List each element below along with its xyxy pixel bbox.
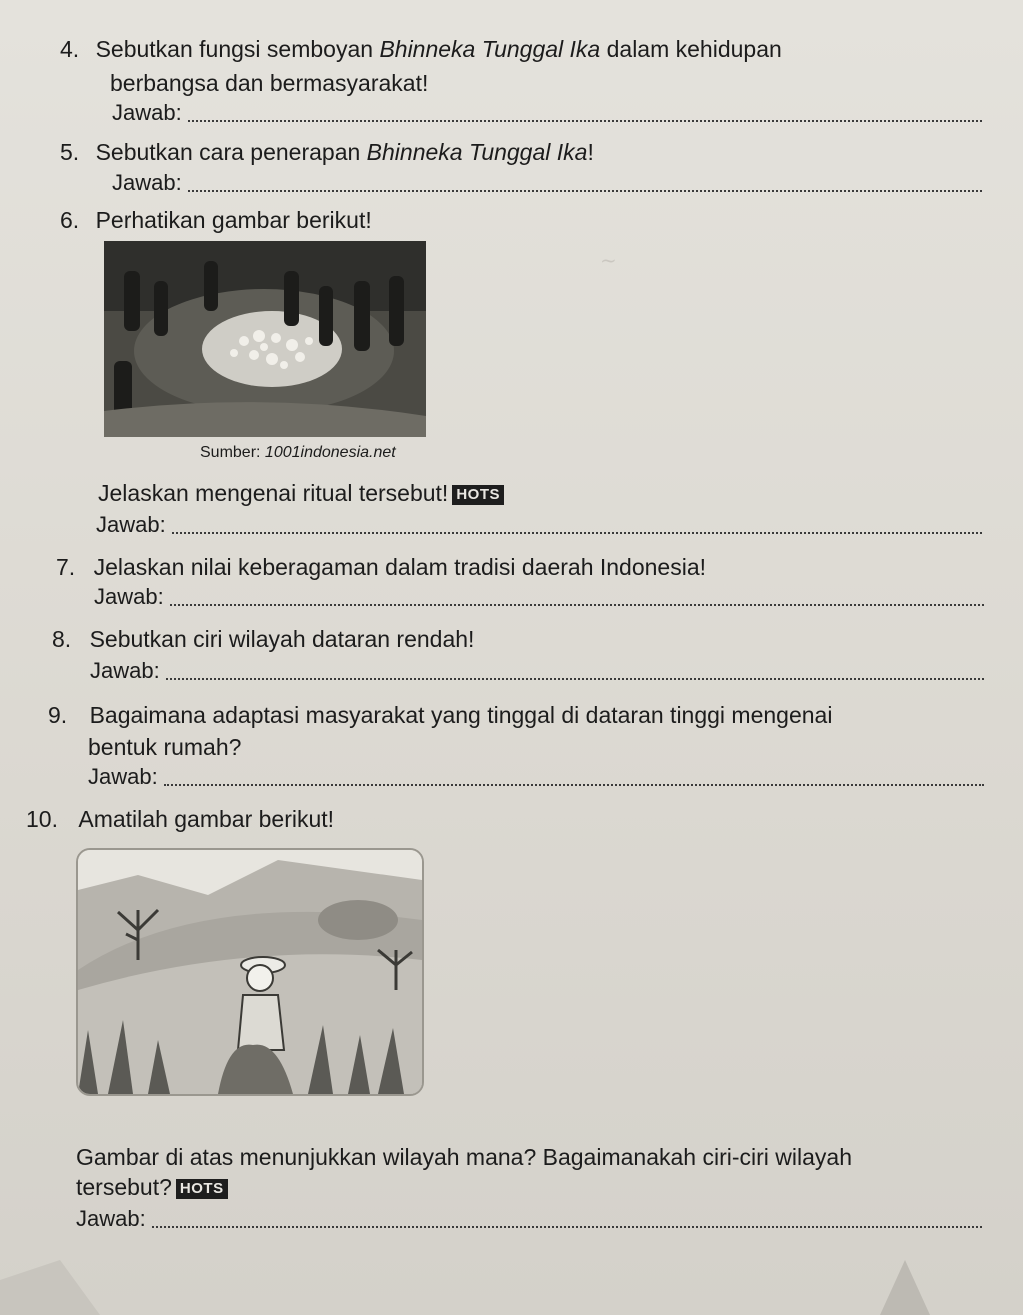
answer-line-4[interactable]	[112, 100, 982, 126]
answer-dots	[188, 120, 982, 122]
jawab-label: Jawab:	[88, 764, 158, 789]
answer-line-5[interactable]	[112, 170, 982, 196]
question-number: 7.	[56, 554, 76, 580]
question-10-text: Amatilah gambar berikut!	[78, 806, 335, 832]
question-10	[26, 804, 334, 834]
question-4	[60, 34, 782, 64]
jawab-label: Jawab:	[94, 584, 164, 609]
question-9-line1: Bagaimana adaptasi masyarakat yang tinggal di dataran tinggi mengenai	[89, 702, 833, 728]
highland-illustration	[76, 848, 424, 1096]
question-7	[56, 552, 706, 582]
question-number: 4.	[60, 36, 80, 62]
jawab-label: Jawab:	[96, 512, 166, 537]
question-5-text: Sebutkan cara penerapan Bhinneka Tunggal Ika!	[95, 139, 594, 165]
answer-dots	[152, 1226, 982, 1228]
question-10-prompt-line1: Gambar di atas menunjukkan wilayah mana? Bagaimanakah ciri-ciri wilayah	[76, 1144, 852, 1170]
answer-dots	[166, 678, 984, 680]
question-9-line2: bentuk rumah?	[88, 734, 242, 760]
answer-dots	[170, 604, 984, 606]
question-number: 9.	[48, 702, 68, 728]
question-8-text: Sebutkan ciri wilayah dataran rendah!	[89, 626, 475, 652]
question-8	[52, 624, 474, 654]
answer-dots	[188, 190, 982, 192]
highland-illustration-drawing	[78, 850, 422, 1094]
question-number: 6.	[60, 207, 80, 233]
ritual-photo	[104, 241, 426, 437]
answer-dots	[164, 784, 984, 786]
question-6	[60, 205, 372, 235]
ritual-photo-illustration	[104, 241, 426, 437]
answer-line-8[interactable]	[90, 658, 984, 684]
question-number: 5.	[60, 139, 80, 165]
answer-line-9[interactable]	[88, 764, 984, 790]
answer-line-6[interactable]	[96, 512, 982, 538]
bleed-through-text: ~	[600, 248, 617, 272]
jawab-label: Jawab:	[76, 1206, 146, 1231]
question-number: 10.	[26, 806, 58, 832]
photo-caption: Sumber: 1001indonesia.net	[200, 444, 396, 461]
question-4-line1: Sebutkan fungsi semboyan Bhinneka Tunggal Ika dalam kehidupan	[95, 36, 782, 62]
question-number: 8.	[52, 626, 72, 652]
question-7-text: Jelaskan nilai keberagaman dalam tradisi daerah Indonesia!	[93, 554, 707, 580]
jawab-label: Jawab:	[112, 170, 182, 195]
answer-line-10[interactable]	[76, 1206, 982, 1232]
answer-line-7[interactable]	[94, 584, 984, 610]
question-10-prompt-line2: tersebut? HOTS	[76, 1172, 228, 1202]
jawab-label: Jawab:	[90, 658, 160, 683]
answer-dots	[172, 532, 982, 534]
page-edge-shadow	[0, 1260, 1023, 1315]
hots-badge: HOTS	[452, 485, 504, 505]
question-4-line2: berbangsa dan bermasyarakat!	[110, 70, 429, 96]
question-5	[60, 137, 594, 167]
question-6-text: Perhatikan gambar berikut!	[95, 207, 372, 233]
jawab-label: Jawab:	[112, 100, 182, 125]
question-9	[48, 700, 832, 730]
hots-badge: HOTS	[176, 1179, 228, 1199]
question-6-prompt: Jelaskan mengenai ritual tersebut! HOTS	[98, 478, 504, 508]
